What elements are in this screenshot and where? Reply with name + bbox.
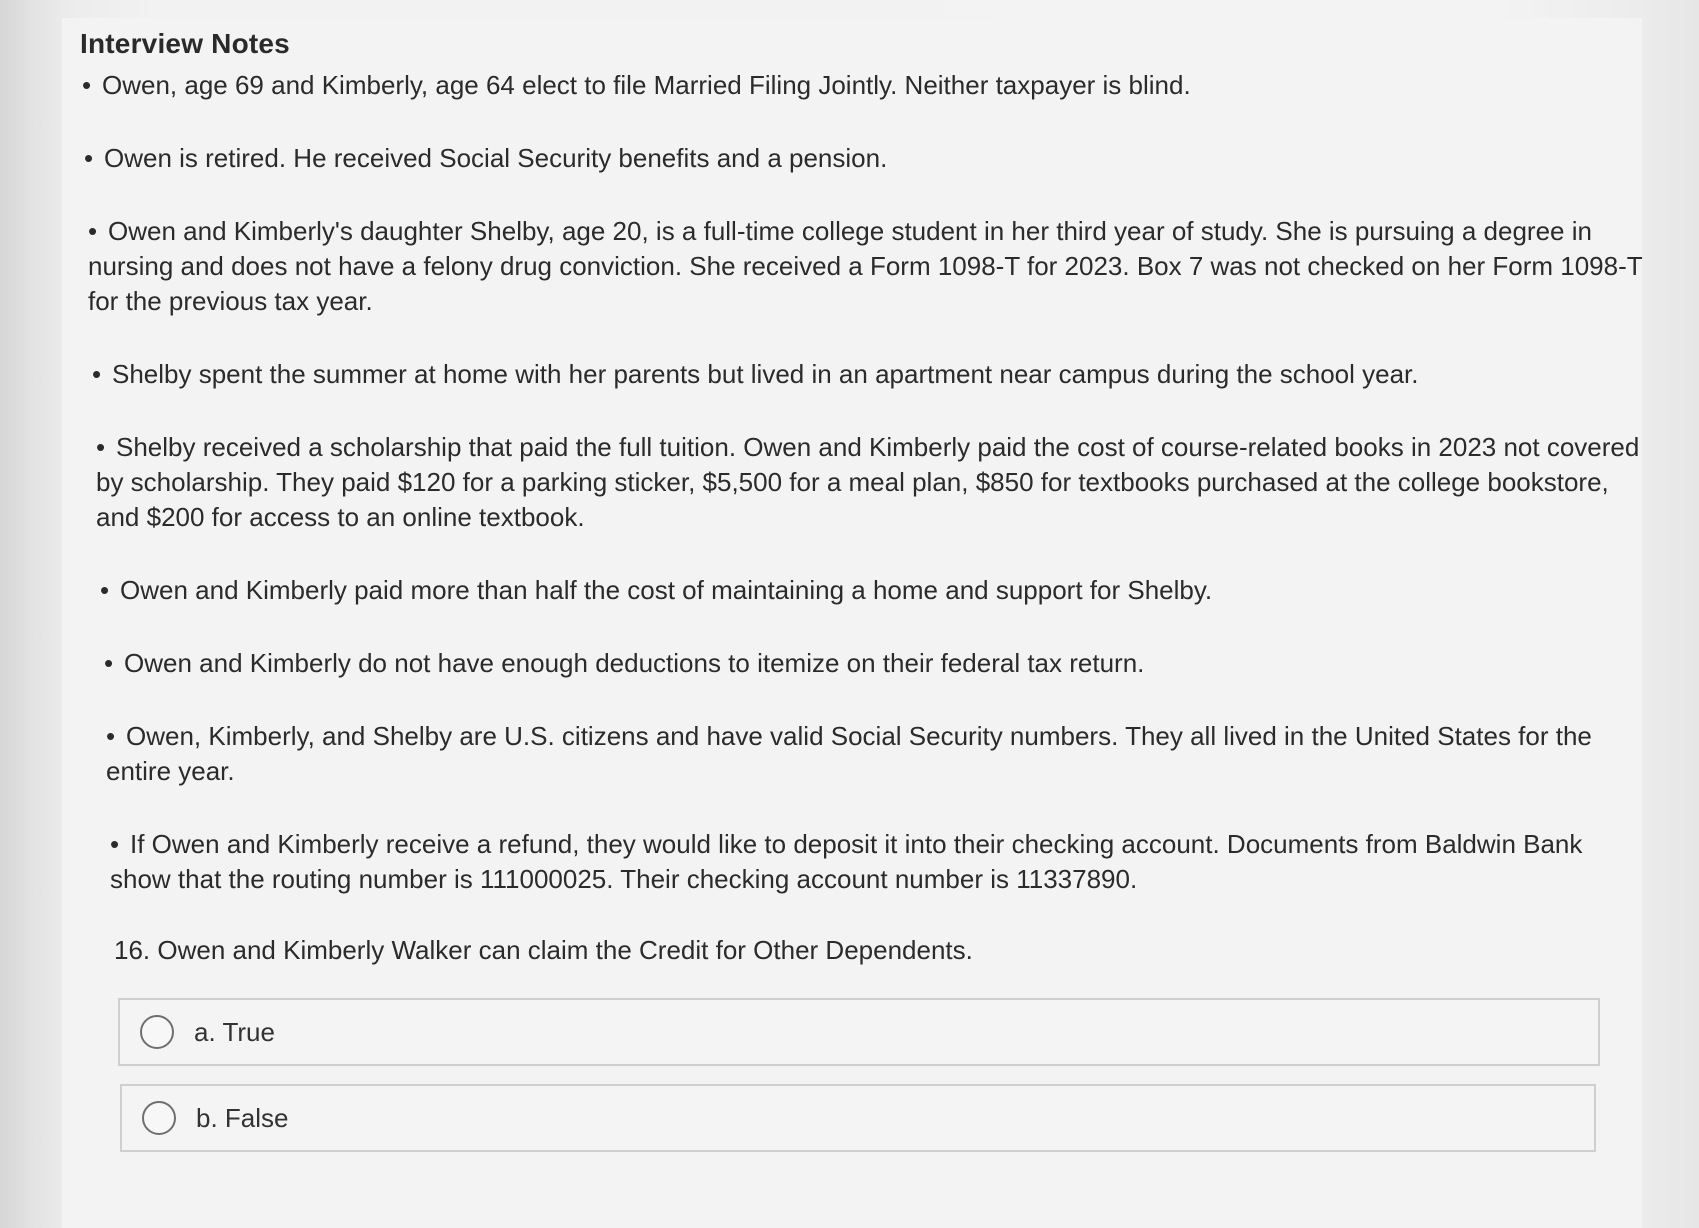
note-text: Owen is retired. He received Social Security benefits and a pension. (104, 143, 888, 173)
note-text: If Owen and Kimberly receive a refund, they would like to deposit it into their checking account. Documents from Baldwin Bank show that the routing number is 111000025. Their checking account number is 11337890. (110, 829, 1583, 894)
radio-button-icon[interactable] (142, 1101, 176, 1135)
interview-note (80, 719, 1636, 789)
note-text: Shelby received a scholarship that paid the full tuition. Owen and Kimberly paid the cost of course-related books in 2023 not covered by scholarship. They paid $120 for a parking sticker, $5,500 for a meal plan, $850 for textbooks purchased at the college bookstore, and $200 for access to an online textbook. (96, 432, 1640, 532)
interview-note (80, 357, 1652, 392)
interview-note (80, 573, 1660, 608)
section-title: Interview Notes (80, 28, 290, 59)
interview-note (80, 141, 1644, 176)
option-label: a. True (194, 1016, 275, 1047)
interview-note (80, 214, 1648, 319)
interview-note (80, 827, 1610, 897)
answer-option-false[interactable] (120, 1084, 1596, 1152)
bullet: • (96, 432, 106, 462)
question-content (62, 18, 1642, 1228)
bullet: • (104, 648, 114, 678)
option-label: b. False (196, 1102, 289, 1133)
bullet: • (88, 216, 98, 246)
note-text: Owen and Kimberly's daughter Shelby, age 20, is a full-time college student in her third year of study. She is pursuing a degree in nursing and does not have a felony drug conviction. She received a Form 1098-T for 2023. Box 7 was not checked on her Form 1098-T for the previous tax year. (88, 216, 1643, 316)
interview-note (80, 646, 1664, 681)
bullet: • (110, 829, 120, 859)
radio-button-icon[interactable] (140, 1015, 174, 1049)
note-text: Shelby spent the summer at home with her parents but lived in an apartment near campus during the school year. (112, 359, 1419, 389)
bullet: • (106, 721, 116, 751)
interview-note (80, 430, 1641, 535)
bullet: • (100, 575, 110, 605)
note-text: Owen, age 69 and Kimberly, age 64 elect to file Married Filing Jointly. Neither taxpayer is blind. (102, 70, 1191, 100)
note-text: Owen and Kimberly paid more than half the cost of maintaining a home and support for Shelby. (120, 575, 1213, 605)
bullet: • (84, 143, 94, 173)
answer-option-true[interactable] (118, 998, 1600, 1066)
interview-note (80, 68, 1642, 103)
bullet: • (92, 359, 102, 389)
note-text: Owen and Kimberly do not have enough deductions to itemize on their federal tax return. (124, 648, 1145, 678)
note-text: Owen, Kimberly, and Shelby are U.S. citizens and have valid Social Security numbers. They all lived in the United States for the entire year. (106, 721, 1592, 786)
bullet: • (82, 70, 92, 100)
question-text: 16. Owen and Kimberly Walker can claim the Credit for Other Dependents. (114, 935, 973, 965)
